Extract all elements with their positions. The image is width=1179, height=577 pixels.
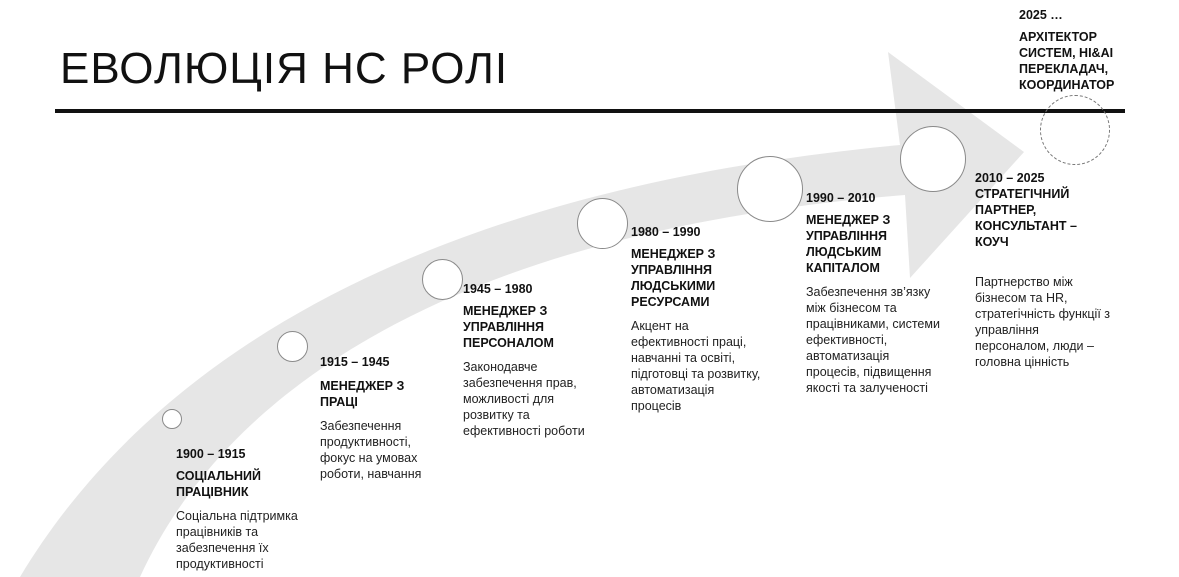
step-years: 1990 – 2010 bbox=[806, 191, 876, 205]
milestone-node-1945 bbox=[422, 259, 463, 300]
step-years: 1900 – 1915 bbox=[176, 447, 246, 461]
step-role: СОЦІАЛЬНИЙ ПРАЦІВНИК bbox=[176, 469, 261, 499]
step-1980-1990 bbox=[631, 224, 771, 414]
step-2025-future bbox=[1019, 7, 1169, 101]
step-years: 2025 … bbox=[1019, 8, 1063, 22]
step-1900-1915 bbox=[176, 446, 316, 572]
step-1915-1945 bbox=[320, 354, 455, 482]
step-years: 2010 – 2025 bbox=[975, 171, 1045, 185]
page-title: ЕВОЛЮЦІЯ НС РОЛІ bbox=[60, 44, 509, 93]
step-years: 1915 – 1945 bbox=[320, 355, 390, 369]
step-role: МЕНЕДЖЕР З УПРАВЛІННЯ ПЕРСОНАЛОМ bbox=[463, 304, 554, 350]
step-years: 1945 – 1980 bbox=[463, 282, 533, 296]
milestone-node-2025 bbox=[1040, 95, 1110, 165]
step-description: Забезпечення продуктивності, фокус на умовах роботи, навчання bbox=[320, 419, 422, 481]
step-1945-1980 bbox=[463, 281, 603, 439]
step-role: АРХІТЕКТОР СИСТЕМ, HI&AI ПЕРЕКЛАДАЧ, КООРДИНАТОР bbox=[1019, 30, 1115, 92]
step-description: Соціальна підтримка працівників та забезпечення їх продуктивності bbox=[176, 509, 298, 571]
step-role: МЕНЕДЖЕР З УПРАВЛІННЯ ЛЮДСЬКИМ КАПІТАЛОМ bbox=[806, 213, 891, 275]
milestone-node-1900 bbox=[162, 409, 182, 429]
milestone-node-1980 bbox=[577, 198, 628, 249]
milestone-node-2010 bbox=[900, 126, 966, 192]
step-role: МЕНЕДЖЕР З ПРАЦІ bbox=[320, 379, 405, 409]
title-underline bbox=[55, 109, 1125, 113]
step-description: Акцент на ефективності праці, навчанні та освіті, підготовці та розвитку, автоматизація процесів bbox=[631, 319, 761, 413]
step-role: МЕНЕДЖЕР З УПРАВЛІННЯ ЛЮДСЬКИМИ РЕСУРСАМИ bbox=[631, 247, 716, 309]
step-2010-2025 bbox=[975, 170, 1115, 370]
step-description: Партнерство між бізнесом та HR, стратегічність функції з управління персоналом, люди – головна цінність bbox=[975, 275, 1111, 369]
step-description: Забезпечення зв’язку між бізнесом та працівниками, системи ефективності, автоматизація процесів, підвищення якості та залученості bbox=[806, 285, 940, 395]
milestone-node-1990 bbox=[737, 156, 803, 222]
milestone-node-1915 bbox=[277, 331, 308, 362]
step-years: 1980 – 1990 bbox=[631, 225, 701, 239]
step-role: СТРАТЕГІЧНИЙ ПАРТНЕР, КОНСУЛЬТАНТ – КОУЧ bbox=[975, 187, 1077, 249]
step-description: Законодавче забезпечення прав, можливості для розвитку та ефективності роботи bbox=[463, 360, 585, 438]
step-1990-2010 bbox=[806, 190, 951, 396]
